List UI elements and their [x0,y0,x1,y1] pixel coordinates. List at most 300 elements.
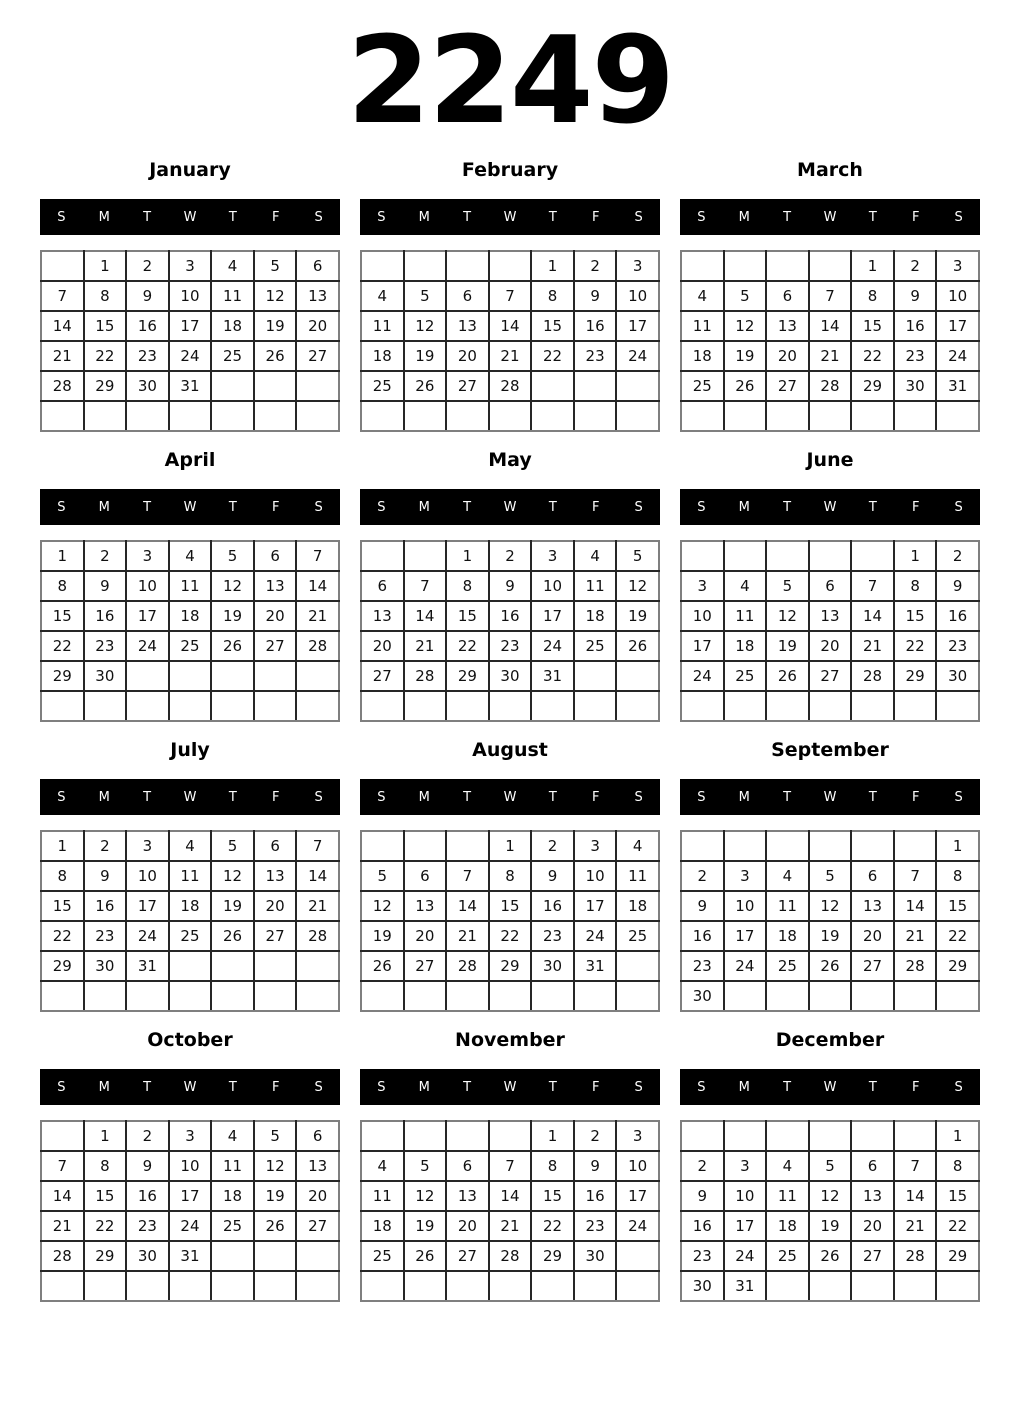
day-cell: 21 [489,341,532,371]
day-cell: 24 [681,661,724,691]
week-row [681,311,979,341]
week-row [681,281,979,311]
day-cell: 8 [41,861,84,891]
week-row [41,691,339,721]
week-row [681,251,979,281]
month-title: August [472,739,548,761]
empty-day-cell [446,401,489,431]
day-cell: 2 [84,541,127,571]
day-cell: 9 [126,281,169,311]
day-cell: 20 [851,1211,894,1241]
day-cell: 2 [531,831,574,861]
day-cell: 23 [126,1211,169,1241]
week-row [41,951,339,981]
day-cell: 19 [211,891,254,921]
day-cell: 17 [936,311,979,341]
day-cell: 26 [211,921,254,951]
weekday-header-cell: F [911,499,920,515]
weekday-header-cell: S [57,209,66,225]
empty-day-cell [894,1271,937,1301]
weekday-header-cell: W [183,499,197,515]
weekday-header-cell: T [783,499,792,515]
day-cell: 4 [724,571,767,601]
month-calendar [680,448,980,722]
day-cell: 20 [254,891,297,921]
day-cell: 24 [724,1241,767,1271]
day-cell: 18 [574,601,617,631]
weekday-header-cell: S [634,499,643,515]
weekday-header-cell: S [57,1079,66,1095]
day-cell: 6 [254,831,297,861]
empty-day-cell [41,981,84,1011]
day-cell: 10 [724,1181,767,1211]
day-cell: 30 [84,661,127,691]
weekday-header-cell: W [823,209,837,225]
weekday-header-cell: T [548,209,557,225]
empty-day-cell [446,1271,489,1301]
day-cell: 20 [766,341,809,371]
months-grid [40,158,980,1302]
empty-day-cell [361,1121,404,1151]
day-cell: 15 [851,311,894,341]
day-cell: 27 [446,1241,489,1271]
week-row [41,341,339,371]
day-cell: 6 [851,1151,894,1181]
weekday-header-cell: T [868,499,877,515]
week-row [41,981,339,1011]
day-cell: 19 [809,921,852,951]
day-cell: 19 [254,311,297,341]
day-cell: 2 [126,251,169,281]
empty-day-cell [211,951,254,981]
empty-day-cell [616,371,659,401]
day-cell: 5 [254,251,297,281]
weekday-header-bar [360,1069,660,1105]
week-row [681,1181,979,1211]
day-cell: 4 [211,1121,254,1151]
day-cell: 15 [41,891,84,921]
day-cell: 4 [169,541,212,571]
day-cell: 21 [446,921,489,951]
weekday-header-cell: F [911,789,920,805]
weekday-header-cell: T [143,1079,152,1095]
day-cell: 28 [489,371,532,401]
day-cell: 27 [851,1241,894,1271]
month-date-table [360,830,660,1012]
empty-day-cell [296,1271,339,1301]
day-cell: 13 [851,1181,894,1211]
week-row [361,401,659,431]
day-cell: 22 [531,1211,574,1241]
day-cell: 1 [894,541,937,571]
weekday-header-cell: T [463,789,472,805]
day-cell: 18 [361,341,404,371]
weekday-header-cell: S [697,209,706,225]
day-cell: 6 [446,1151,489,1181]
weekday-header-cell: M [98,789,110,805]
day-cell: 21 [296,891,339,921]
day-cell: 2 [126,1121,169,1151]
empty-day-cell [41,691,84,721]
day-cell: 21 [894,1211,937,1241]
empty-day-cell [616,1271,659,1301]
day-cell: 7 [296,541,339,571]
day-cell: 9 [489,571,532,601]
day-cell: 2 [84,831,127,861]
empty-day-cell [851,831,894,861]
weekday-header-cell: M [738,789,750,805]
day-cell: 22 [489,921,532,951]
empty-day-cell [254,1241,297,1271]
empty-day-cell [361,691,404,721]
week-row [41,1181,339,1211]
day-cell: 13 [809,601,852,631]
day-cell: 30 [126,1241,169,1271]
empty-day-cell [296,371,339,401]
weekday-header-bar [360,779,660,815]
weekday-header-cell: W [823,1079,837,1095]
day-cell: 27 [766,371,809,401]
day-cell: 5 [766,571,809,601]
weekday-header-cell: W [503,789,517,805]
weekday-header-cell: S [57,789,66,805]
week-row [361,601,659,631]
day-cell: 26 [809,1241,852,1271]
day-cell: 17 [531,601,574,631]
month-date-table [40,540,340,722]
weekday-header-cell: S [314,499,323,515]
week-row [361,1121,659,1151]
empty-day-cell [169,661,212,691]
day-cell: 14 [894,891,937,921]
day-cell: 23 [574,1211,617,1241]
month-date-table [40,250,340,432]
week-row [361,661,659,691]
day-cell: 28 [894,951,937,981]
weekday-header-cell: T [463,499,472,515]
day-cell: 28 [809,371,852,401]
day-cell: 31 [169,371,212,401]
day-cell: 29 [894,661,937,691]
month-date-table [680,830,980,1012]
month-date-table [360,1120,660,1302]
day-cell: 25 [766,951,809,981]
day-cell: 8 [531,1151,574,1181]
day-cell: 21 [296,601,339,631]
day-cell: 18 [211,311,254,341]
empty-day-cell [531,981,574,1011]
empty-day-cell [936,1271,979,1301]
month-date-table [360,540,660,722]
day-cell: 7 [489,1151,532,1181]
week-row [41,601,339,631]
week-row [681,1211,979,1241]
week-row [41,831,339,861]
month-date-table [680,250,980,432]
day-cell: 12 [211,571,254,601]
day-cell: 9 [681,1181,724,1211]
day-cell: 30 [126,371,169,401]
day-cell: 24 [169,1211,212,1241]
day-cell: 13 [446,311,489,341]
empty-day-cell [446,691,489,721]
month-date-table [680,1120,980,1302]
day-cell: 7 [404,571,447,601]
day-cell: 25 [766,1241,809,1271]
day-cell: 16 [84,891,127,921]
day-cell: 6 [404,861,447,891]
weekday-header-cell: T [868,789,877,805]
week-row [361,541,659,571]
day-cell: 1 [936,831,979,861]
day-cell: 2 [681,861,724,891]
day-cell: 11 [724,601,767,631]
week-row [361,691,659,721]
day-cell: 24 [616,341,659,371]
empty-day-cell [681,831,724,861]
weekday-header-cell: F [271,789,280,805]
day-cell: 8 [894,571,937,601]
day-cell: 19 [254,1181,297,1211]
day-cell: 22 [936,1211,979,1241]
empty-day-cell [574,371,617,401]
day-cell: 22 [41,921,84,951]
day-cell: 10 [531,571,574,601]
day-cell: 1 [84,251,127,281]
day-cell: 5 [361,861,404,891]
day-cell: 9 [936,571,979,601]
day-cell: 3 [681,571,724,601]
day-cell: 27 [254,921,297,951]
day-cell: 26 [361,951,404,981]
day-cell: 24 [169,341,212,371]
day-cell: 2 [574,1121,617,1151]
day-cell: 16 [574,1181,617,1211]
weekday-header-cell: S [377,1079,386,1095]
weekday-header-cell: W [183,789,197,805]
day-cell: 5 [254,1121,297,1151]
day-cell: 3 [724,1151,767,1181]
day-cell: 30 [489,661,532,691]
day-cell: 23 [681,1241,724,1271]
day-cell: 5 [404,281,447,311]
week-row [681,861,979,891]
day-cell: 8 [851,281,894,311]
empty-day-cell [296,661,339,691]
week-row [41,281,339,311]
day-cell: 16 [126,1181,169,1211]
day-cell: 20 [851,921,894,951]
weekday-header-bar [360,489,660,525]
week-row [41,1211,339,1241]
day-cell: 4 [361,281,404,311]
day-cell: 26 [404,1241,447,1271]
week-row [681,1241,979,1271]
day-cell: 10 [169,1151,212,1181]
day-cell: 25 [361,1241,404,1271]
day-cell: 13 [296,1151,339,1181]
day-cell: 18 [169,601,212,631]
day-cell: 25 [211,341,254,371]
week-row [681,371,979,401]
day-cell: 28 [894,1241,937,1271]
day-cell: 13 [851,891,894,921]
month-title: June [806,449,854,471]
empty-day-cell [41,1271,84,1301]
weekday-header-cell: M [418,209,430,225]
day-cell: 17 [169,1181,212,1211]
day-cell: 13 [361,601,404,631]
day-cell: 14 [41,311,84,341]
empty-day-cell [361,1271,404,1301]
day-cell: 26 [254,1211,297,1241]
day-cell: 10 [616,1151,659,1181]
empty-day-cell [169,401,212,431]
day-cell: 15 [936,891,979,921]
day-cell: 12 [404,311,447,341]
day-cell: 30 [936,661,979,691]
day-cell: 9 [574,1151,617,1181]
day-cell: 17 [616,1181,659,1211]
day-cell: 20 [296,1181,339,1211]
empty-day-cell [169,951,212,981]
day-cell: 17 [126,891,169,921]
day-cell: 18 [766,1211,809,1241]
month-date-table [40,1120,340,1302]
empty-day-cell [361,401,404,431]
day-cell: 5 [404,1151,447,1181]
week-row [361,371,659,401]
day-cell: 12 [766,601,809,631]
day-cell: 28 [404,661,447,691]
day-cell: 4 [766,861,809,891]
week-row [681,951,979,981]
day-cell: 30 [681,981,724,1011]
empty-day-cell [936,981,979,1011]
day-cell: 7 [894,861,937,891]
day-cell: 10 [574,861,617,891]
day-cell: 10 [616,281,659,311]
day-cell: 30 [84,951,127,981]
empty-day-cell [851,401,894,431]
empty-day-cell [489,1271,532,1301]
month-title: September [771,739,889,761]
empty-day-cell [894,691,937,721]
empty-day-cell [84,981,127,1011]
week-row [681,1121,979,1151]
day-cell: 9 [894,281,937,311]
day-cell: 2 [574,251,617,281]
empty-day-cell [489,401,532,431]
day-cell: 11 [169,571,212,601]
day-cell: 24 [574,921,617,951]
day-cell: 26 [404,371,447,401]
day-cell: 6 [446,281,489,311]
empty-day-cell [766,401,809,431]
day-cell: 6 [254,541,297,571]
day-cell: 14 [489,1181,532,1211]
day-cell: 14 [41,1181,84,1211]
weekday-header-cell: T [143,789,152,805]
weekday-header-cell: S [57,499,66,515]
day-cell: 18 [616,891,659,921]
day-cell: 21 [41,1211,84,1241]
week-row [361,311,659,341]
day-cell: 26 [211,631,254,661]
weekday-header-cell: T [548,789,557,805]
day-cell: 19 [211,601,254,631]
empty-day-cell [254,981,297,1011]
day-cell: 12 [809,891,852,921]
day-cell: 21 [489,1211,532,1241]
weekday-header-cell: W [503,1079,517,1095]
empty-day-cell [681,251,724,281]
day-cell: 1 [851,251,894,281]
empty-day-cell [126,1271,169,1301]
empty-day-cell [489,691,532,721]
empty-day-cell [894,831,937,861]
day-cell: 29 [851,371,894,401]
day-cell: 7 [296,831,339,861]
day-cell: 19 [361,921,404,951]
empty-day-cell [84,401,127,431]
weekday-header-cell: S [954,209,963,225]
day-cell: 24 [126,631,169,661]
week-row [681,661,979,691]
weekday-header-bar [360,199,660,235]
weekday-header-cell: F [271,499,280,515]
empty-day-cell [616,661,659,691]
day-cell: 2 [681,1151,724,1181]
day-cell: 5 [724,281,767,311]
empty-day-cell [681,691,724,721]
empty-day-cell [936,691,979,721]
empty-day-cell [211,401,254,431]
weekday-header-cell: F [591,499,600,515]
day-cell: 9 [84,571,127,601]
empty-day-cell [809,831,852,861]
weekday-header-cell: W [503,209,517,225]
week-row [41,1121,339,1151]
day-cell: 5 [211,831,254,861]
day-cell: 12 [724,311,767,341]
week-row [41,401,339,431]
empty-day-cell [404,251,447,281]
day-cell: 17 [574,891,617,921]
empty-day-cell [616,691,659,721]
week-row [361,251,659,281]
day-cell: 19 [766,631,809,661]
week-row [681,891,979,921]
month-calendar [40,448,340,722]
day-cell: 22 [531,341,574,371]
week-row [681,541,979,571]
day-cell: 23 [84,631,127,661]
day-cell: 23 [126,341,169,371]
empty-day-cell [404,541,447,571]
day-cell: 27 [361,661,404,691]
day-cell: 1 [41,541,84,571]
month-date-table [360,250,660,432]
week-row [681,401,979,431]
week-row [361,571,659,601]
week-row [681,981,979,1011]
week-row [41,251,339,281]
empty-day-cell [809,691,852,721]
empty-day-cell [766,1271,809,1301]
day-cell: 15 [446,601,489,631]
day-cell: 27 [404,951,447,981]
